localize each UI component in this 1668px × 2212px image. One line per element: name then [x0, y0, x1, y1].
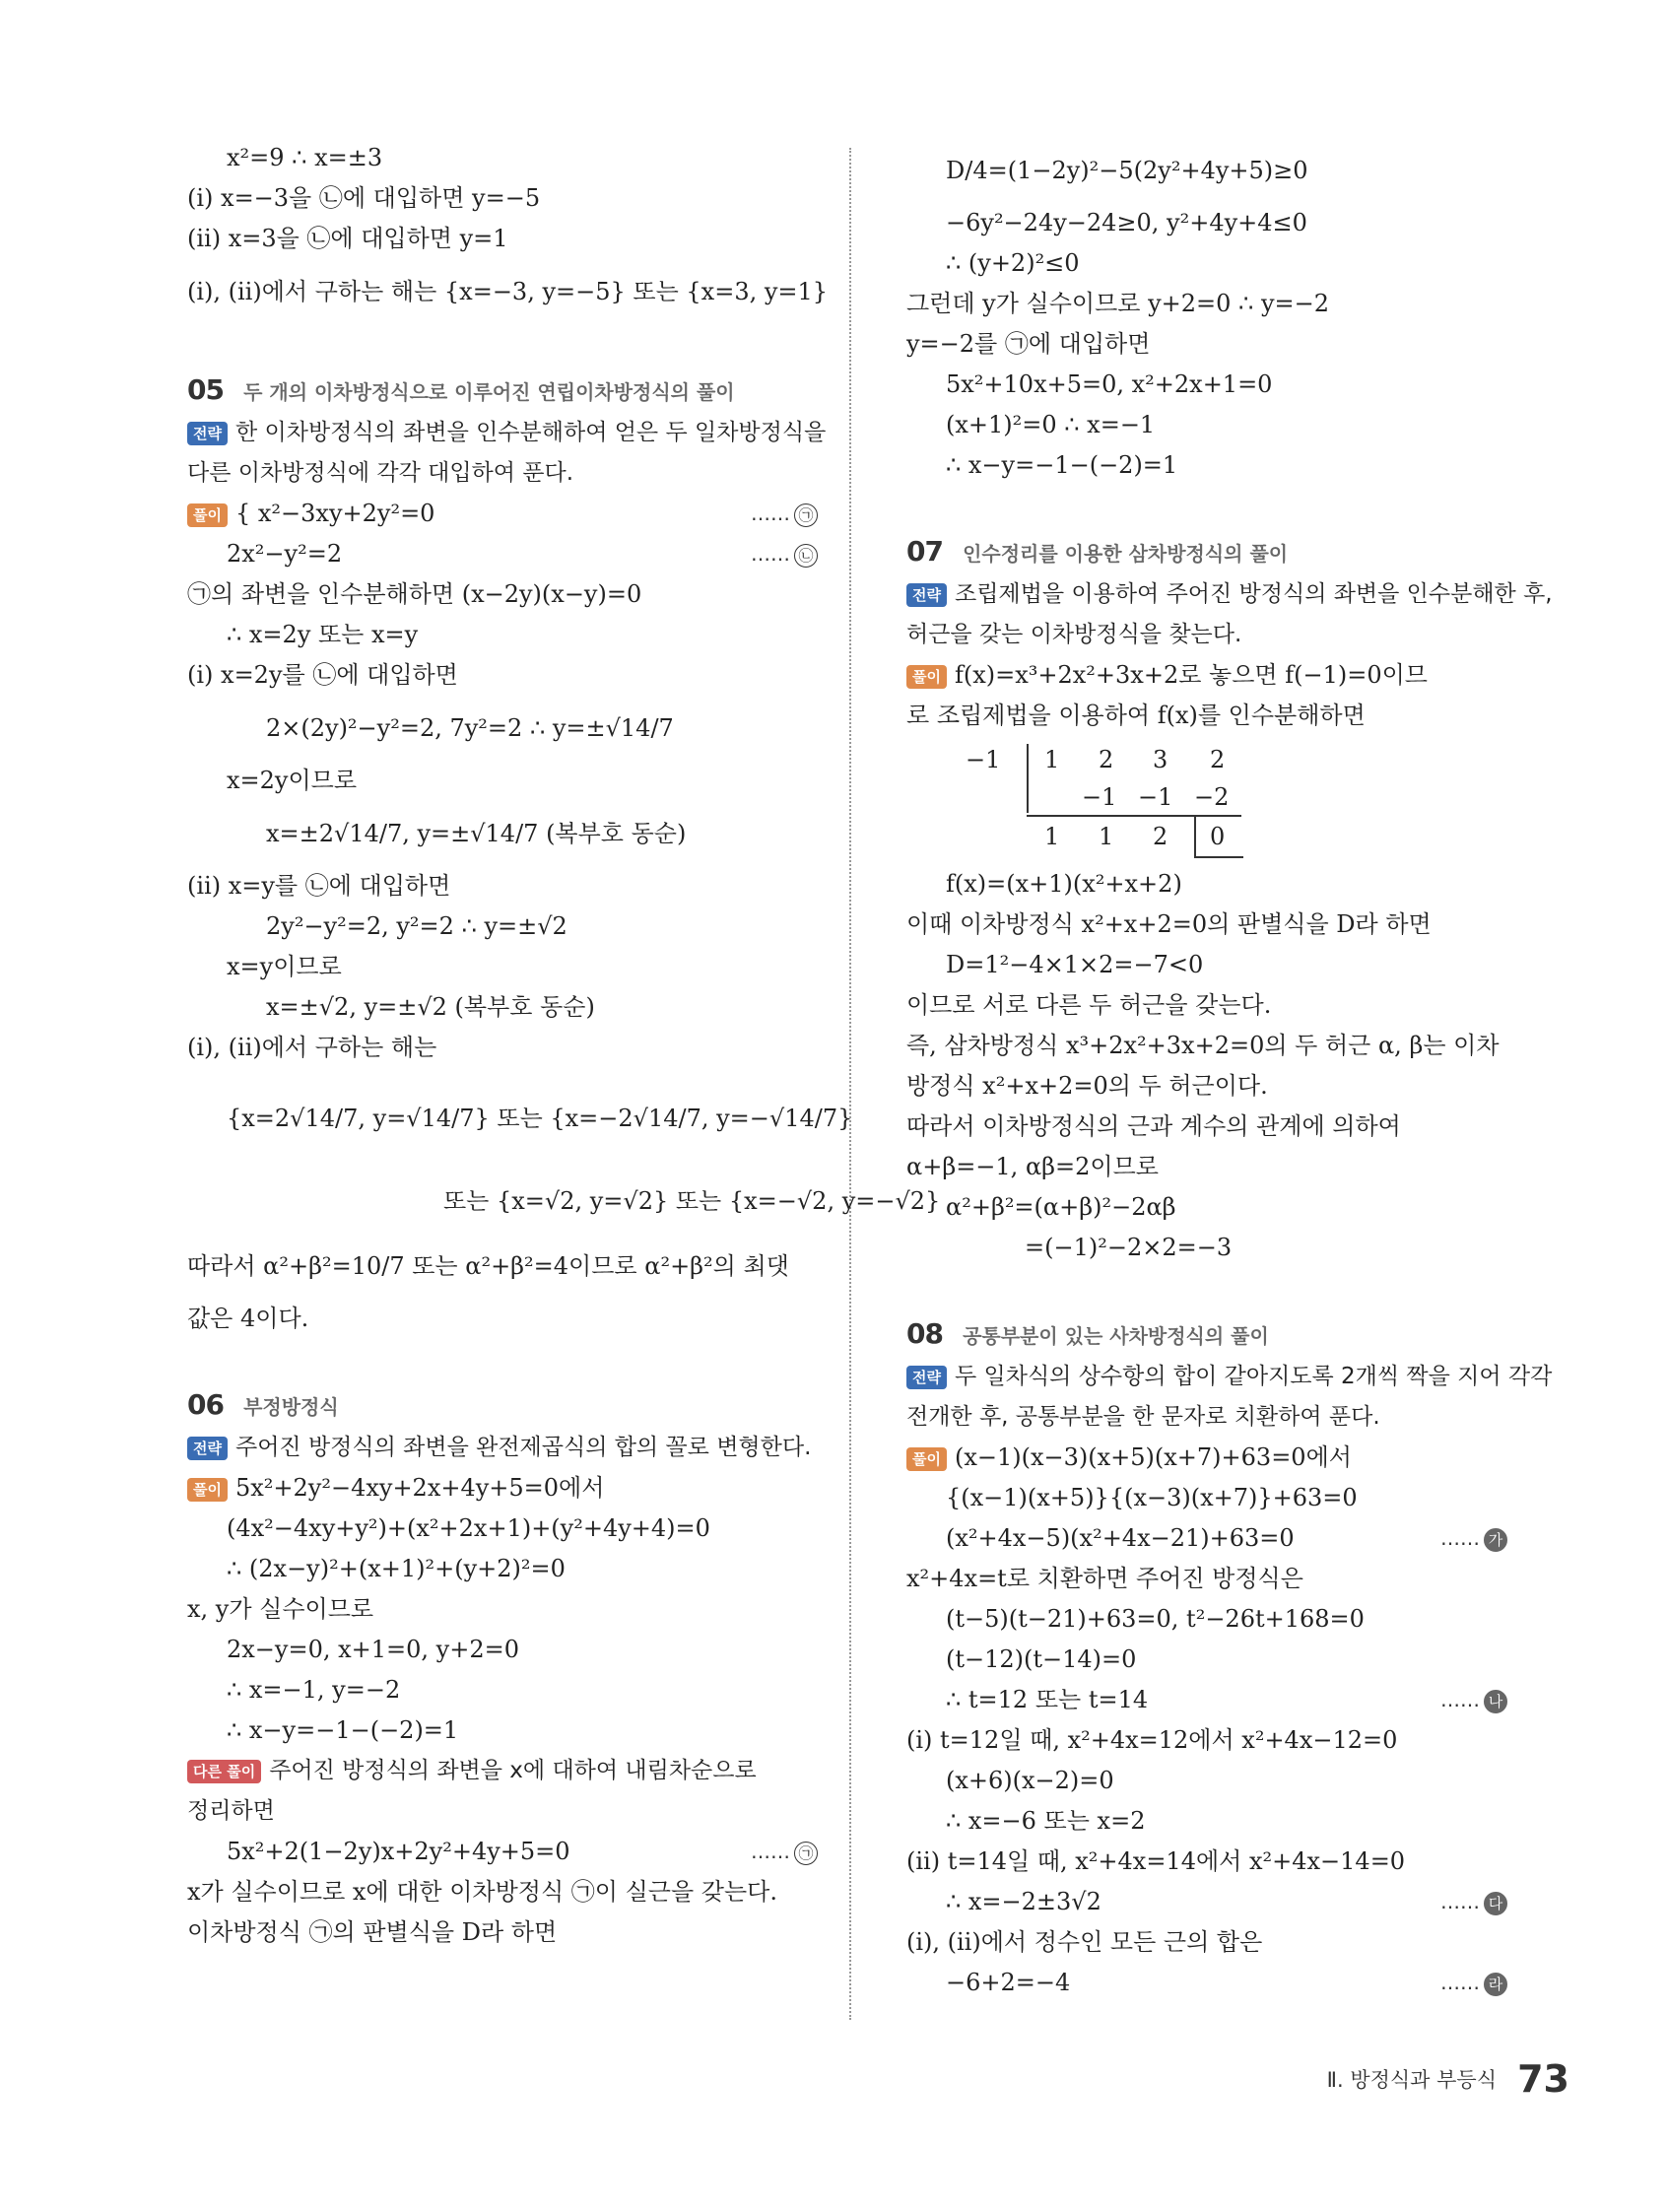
text-line: 즉, 삼차방정식 x³+2x²+3x+2=0의 두 허근 α, β는 이차	[906, 1032, 1500, 1059]
equation-line	[906, 1963, 1517, 2003]
text-line: D=1²−4×1×2=−7<0	[946, 951, 1204, 978]
equation-tag: …… ㉡	[751, 534, 818, 574]
equation: 5x²+2y²−4xy+2x+4y+5=0에서	[234, 1474, 605, 1502]
text-line: ∴ (y+2)²≤0	[946, 249, 1080, 277]
text-line: ∴ x=−6 또는 x=2	[946, 1807, 1146, 1835]
text-line: 이차방정식 ㉠의 판별식을 D라 하면	[187, 1918, 558, 1946]
section-number: 05	[187, 373, 224, 406]
text-line: (ⅰ) x=2y를 ㉡에 대입하면	[187, 661, 458, 689]
equation-line	[187, 1832, 828, 1872]
equation-tag: …… ㉠	[751, 494, 818, 534]
circled-mark-icon: ㉠	[794, 503, 818, 527]
section-06-header	[187, 1382, 828, 1428]
strategy-text: 주어진 방정식의 좌변을 완전제곱식의 합의 꼴로 변형한다.	[234, 1435, 812, 1460]
text-line: (ⅱ) x=y를 ㉡에 대입하면	[187, 872, 451, 900]
text-line: x=y이므로	[227, 953, 342, 980]
solution-badge: 풀이	[906, 665, 947, 689]
solution-badge: 풀이	[187, 1478, 228, 1502]
solution-line	[906, 655, 1517, 696]
section-07-header	[906, 529, 1517, 574]
section-number: 08	[906, 1317, 943, 1350]
section-08-header	[906, 1311, 1517, 1357]
synthetic-division	[966, 736, 1261, 864]
strategy-line	[187, 413, 828, 453]
equation-tag: …… 다	[1440, 1882, 1507, 1922]
text-line: (ⅰ) t=12일 때, x²+4x=12에서 x²+4x−12=0	[906, 1726, 1398, 1754]
strategy-line	[906, 1357, 1553, 1397]
section-title: 인수정리를 이용한 삼차방정식의 풀이	[963, 542, 1289, 566]
equation-tag: …… ㉠	[751, 1832, 818, 1872]
remainder-box-bottom	[1194, 856, 1243, 858]
text-line: 이때 이차방정식 x²+x+2=0의 판별식을 D라 하면	[906, 910, 1432, 938]
text-line: (ⅰ), (ⅱ)에서 구하는 해는	[187, 1034, 437, 1061]
alt-solution-line	[187, 1751, 828, 1791]
section-title: 부정방정식	[243, 1395, 339, 1419]
equation: 2x²−y²=2	[227, 540, 343, 568]
chapter-label: Ⅱ. 방정식과 부등식	[1326, 2068, 1498, 2092]
equation: ∴ x=−2±3√2	[946, 1888, 1101, 1915]
synthetic-vertical-line	[1027, 744, 1029, 813]
strategy-text: 한 이차방정식의 좌변을 인수분해하여 얻은 두 일차방정식을	[234, 420, 827, 445]
strategy-line	[906, 574, 1553, 615]
strategy-badge: 전략	[187, 1437, 228, 1460]
circled-mark-icon: 나	[1484, 1690, 1507, 1713]
text-line: 또는 {x=√2, y=√2} 또는 {x=−√2, y=−√2}	[443, 1187, 941, 1215]
text-line: x=±2√14/7, y=±√14/7 (복부호 동순)	[266, 820, 687, 847]
strategy-line: 다른 이차방정식에 각각 대입하여 푼다.	[187, 460, 574, 486]
synthetic-cell: 2	[1153, 823, 1168, 850]
circled-mark-icon: ㉠	[794, 1842, 818, 1865]
text-line: ∴ x=2y 또는 x=y	[227, 621, 419, 648]
text-line: ∴ x=−1, y=−2	[227, 1676, 401, 1704]
equation-line	[187, 534, 828, 574]
text-line: {(x−1)(x+5)}{(x−3)(x+7)}+63=0	[946, 1484, 1358, 1511]
text-line: 정리하면	[187, 1798, 275, 1824]
circled-mark-icon: 라	[1484, 1973, 1507, 1996]
equation: −6+2=−4	[946, 1969, 1071, 1996]
section-05-header	[187, 368, 828, 413]
text-line: 방정식 x²+x+2=0의 두 허근이다.	[906, 1072, 1268, 1100]
text-line: x=2y이므로	[227, 767, 358, 794]
equation-tag: …… 라	[1440, 1963, 1507, 2003]
synthetic-remainder: 0	[1210, 823, 1226, 850]
page-footer	[1327, 2057, 1569, 2101]
text-line: (ⅰ), (ⅱ)에서 정수인 모든 근의 합은	[906, 1928, 1263, 1956]
page-number: 73	[1517, 2057, 1569, 2101]
text-line: (t−5)(t−21)+63=0, t²−26t+168=0	[946, 1605, 1365, 1633]
text-line: ∴ x−y=−1−(−2)=1	[946, 451, 1178, 479]
text-line: 이므로 서로 다른 두 허근을 갖는다.	[906, 991, 1272, 1019]
text-line: ∴ x−y=−1−(−2)=1	[227, 1716, 459, 1744]
synthetic-cell: 3	[1153, 746, 1168, 773]
circled-mark-icon: ㉡	[794, 544, 818, 568]
remainder-box-left	[1194, 817, 1196, 856]
text-line: 로 조립제법을 이용하여 f(x)를 인수분해하면	[906, 702, 1366, 729]
section-title: 두 개의 이차방정식으로 이루어진 연립이차방정식의 풀이	[243, 380, 735, 404]
text-line: {x=2√14/7, y=√14/7} 또는 {x=−2√14/7, y=−√14/7}	[227, 1105, 853, 1132]
text-line: 2x−y=0, x+1=0, y+2=0	[227, 1636, 519, 1663]
strategy-badge: 전략	[906, 583, 947, 607]
text-line: 그런데 y가 실수이므로 y+2=0 ∴ y=−2	[906, 290, 1329, 317]
text-line: (x+1)²=0 ∴ x=−1	[946, 411, 1156, 438]
text-line: α+β=−1, αβ=2이므로	[906, 1153, 1159, 1180]
synthetic-cell: 1	[1044, 746, 1060, 773]
text-line: (x+6)(x−2)=0	[946, 1767, 1114, 1794]
text-line: y=−2를 ㉠에 대입하면	[906, 330, 1151, 358]
synthetic-cell: 1	[1099, 823, 1114, 850]
equation: 5x²+2(1−2y)x+2y²+4y+5=0	[227, 1838, 570, 1865]
solution-text: f(x)=x³+2x²+3x+2로 놓으면 f(−1)=0이므	[954, 661, 1428, 689]
strategy-line: 허근을 갖는 이차방정식을 찾는다.	[906, 622, 1242, 647]
solution-badge: 풀이	[187, 503, 228, 527]
text-line: (ⅱ) t=14일 때, x²+4x=14에서 x²+4x−14=0	[906, 1847, 1406, 1875]
section-number: 06	[187, 1388, 224, 1421]
text-line: x가 실수이므로 x에 대한 이차방정식 ㉠이 실근을 갖는다.	[187, 1878, 777, 1906]
solution-line	[906, 1438, 1517, 1478]
text-line: x, y가 실수이므로	[187, 1595, 374, 1623]
text-line: (ⅰ), (ⅱ)에서 구하는 해는 {x=−3, y=−5} 또는 {x=3, y=1}	[187, 278, 829, 305]
text-line: 5x²+10x+5=0, x²+2x+1=0	[946, 370, 1273, 398]
equation-tag: …… 가	[1440, 1518, 1507, 1559]
equation-line	[906, 1882, 1517, 1922]
text-line: x²=9 ∴ x=±3	[227, 144, 383, 171]
equation-line	[906, 1518, 1517, 1559]
text-line: f(x)=(x+1)(x²+x+2)	[946, 870, 1182, 898]
strategy-badge: 전략	[906, 1366, 947, 1389]
text-line: D/4=(1−2y)²−5(2y²+4y+5)≥0	[946, 157, 1308, 184]
text-line: (ⅱ) x=3을 ㉡에 대입하면 y=1	[187, 225, 508, 252]
text-line: (ⅰ) x=−3을 ㉡에 대입하면 y=−5	[187, 184, 541, 212]
text-line: ∴ (2x−y)²+(x+1)²+(y+2)²=0	[227, 1555, 566, 1582]
text-line: x²+4x=t로 치환하면 주어진 방정식은	[906, 1565, 1303, 1592]
synthetic-cell: 2	[1210, 746, 1226, 773]
strategy-line: 전개한 후, 공통부분을 한 문자로 치환하여 푼다.	[906, 1404, 1380, 1430]
text-line: x=±√2, y=±√2 (복부호 동순)	[266, 993, 595, 1021]
text-line: 값은 4이다.	[187, 1305, 309, 1332]
equation: ∴ t=12 또는 t=14	[946, 1686, 1149, 1713]
solution-badge: 풀이	[906, 1447, 947, 1471]
synthetic-cell: 1	[1044, 823, 1060, 850]
text-line: α²+β²=(α+β)²−2αβ	[946, 1193, 1176, 1221]
text-line: (4x²−4xy+y²)+(x²+2x+1)+(y²+4y+4)=0	[227, 1514, 710, 1542]
text-line: ㉠의 좌변을 인수분해하면 (x−2y)(x−y)=0	[187, 580, 642, 608]
equation-tag: …… 나	[1440, 1680, 1507, 1720]
equation-line	[187, 1468, 828, 1508]
strategy-line	[187, 1428, 828, 1468]
synthetic-horizontal-line	[1027, 815, 1241, 817]
strategy-badge: 전략	[187, 422, 228, 445]
circled-mark-icon: 다	[1484, 1892, 1507, 1915]
text-line: =(−1)²−2×2=−3	[1025, 1234, 1233, 1261]
strategy-text: 조립제법을 이용하여 주어진 방정식의 좌변을 인수분해한 후,	[954, 581, 1553, 607]
text-line: −6y²−24y−24≥0, y²+4y+4≤0	[946, 209, 1307, 236]
synthetic-cell: −1	[1082, 783, 1117, 811]
synthetic-root: −1	[966, 746, 1001, 773]
strategy-text: 두 일차식의 상수항의 합이 같아지도록 2개씩 짝을 지어 각각	[954, 1364, 1553, 1389]
circled-mark-icon: 가	[1484, 1528, 1507, 1552]
text-line: 따라서 α²+β²=10/7 또는 α²+β²=4이므로 α²+β²의 최댓	[187, 1252, 789, 1280]
alt-text: 주어진 방정식의 좌변을 x에 대하여 내림차순으로	[269, 1758, 757, 1783]
text-line: 2×(2y)²−y²=2, 7y²=2 ∴ y=±√14/7	[266, 714, 674, 742]
text-line: (t−12)(t−14)=0	[946, 1645, 1137, 1673]
equation: (x²+4x−5)(x²+4x−21)+63=0	[946, 1524, 1295, 1552]
text-line: 따라서 이차방정식의 근과 계수의 관계에 의하여	[906, 1112, 1401, 1140]
section-number: 07	[906, 535, 943, 568]
equation: (x−1)(x−3)(x+5)(x+7)+63=0에서	[954, 1443, 1352, 1471]
equation: { x²−3xy+2y²=0	[234, 500, 435, 527]
equation-line	[187, 494, 828, 534]
alt-solution-badge: 다른 풀이	[187, 1760, 261, 1783]
section-title: 공통부분이 있는 사차방정식의 풀이	[963, 1324, 1269, 1348]
synthetic-cell: −1	[1138, 783, 1173, 811]
equation-line	[906, 1680, 1517, 1720]
synthetic-cell: −2	[1194, 783, 1230, 811]
synthetic-cell: 2	[1099, 746, 1114, 773]
text-line: 2y²−y²=2, y²=2 ∴ y=±√2	[266, 912, 567, 940]
right-column	[906, 138, 1553, 2003]
